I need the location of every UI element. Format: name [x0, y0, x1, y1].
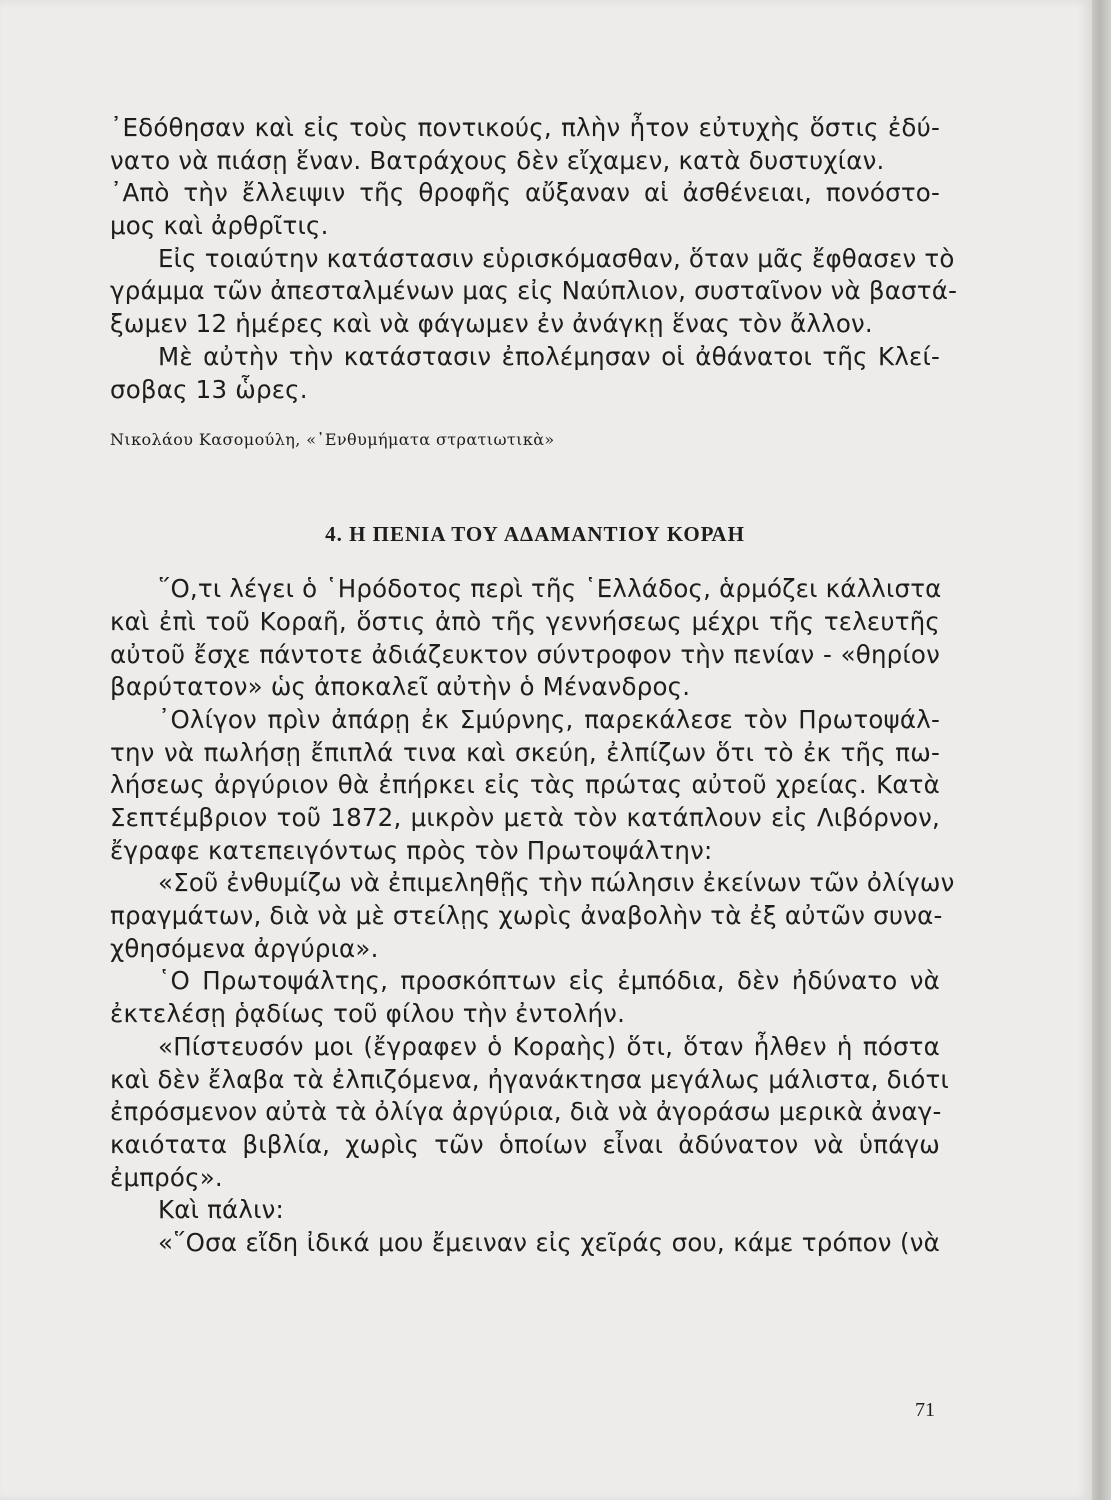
page-number: 71 [915, 1399, 935, 1421]
text-line: βαρύτατον» ὡς ἀποκαλεῖ αὐτὴν ὁ Μένανδρος. [110, 672, 691, 702]
text-line: «῞Οσα εἴδη ἰδικά μου ἔμειναν εἰς χεῖράς σου, κάμε τρόπον (νὰ [158, 1227, 940, 1257]
text-line: ᾿Απὸ τὴν ἔλλειψιν τῆς θροφῆς αὔξαναν αἱ ἀσθένειαι, πονόστο- [110, 178, 940, 208]
text-line: λήσεως ἀργύριον θὰ ἐπήρκει εἰς τὰς πρώτας αὐτοῦ χρείας. Κατὰ [110, 770, 940, 800]
page-text [110, 112, 958, 1260]
text-line: ἐμπρός». [110, 1162, 223, 1192]
text-line: ἐπρόσμενον αὐτὰ τὰ ὀλίγα ἀργύρια, διὰ νὰ ἀγοράσω μερικὰ ἀναγ- [110, 1097, 942, 1127]
source-citation: Νικολάου Κασομούλη, «᾿Ενθυμήματα στρατιωτικὰ» [110, 430, 555, 450]
text-line: πραγμάτων, διὰ νὰ μὲ στείλῃς χωρὶς ἀναβολὴν τὰ ἐξ αὐτῶν συνα- [110, 901, 943, 931]
text-line: Καὶ πάλιν: [158, 1195, 284, 1225]
text-line: ᾿Εδόθησαν καὶ εἰς τοὺς ποντικούς, πλὴν ἦτον εὐτυχὴς ὅστις ἐδύ- [110, 113, 940, 142]
text-line: καὶ δὲν ἔλαβα τὰ ἐλπιζόμενα, ἠγανάκτησα μεγάλως μάλιστα, διότι [110, 1064, 949, 1094]
text-line: ξωμεν 12 ἡμέρες καὶ νὰ φάγωμεν ἐν ἀνάγκῃ ἕνας τὸν ἄλλον. [110, 309, 873, 339]
text-line: αὐτοῦ ἔσχε πάντοτε ἀδιάζευκτον σύντροφον τὴν πενίαν - «θηρίον [110, 639, 940, 669]
text-line: ἔγραφε κατεπειγόντως πρὸς τὸν Πρωτοψάλτην: [110, 835, 713, 865]
text-line: ῞Ο,τι λέγει ὁ ῾Ηρόδοτος περὶ τῆς ῾Ελλάδος, ἁρμόζει κάλλιστα [158, 574, 942, 604]
section-title: 4. Η ΠΕΝΙΑ ΤΟΥ ΑΔΑΜΑΝΤΙΟΥ ΚΟΡΑΗ [325, 522, 745, 547]
text-line: Εἰς τοιαύτην κατάστασιν εὑρισκόμασθαν, ὅταν μᾶς ἔφθασεν τὸ [158, 243, 955, 273]
text-line: γράμμα τῶν ἀπεσταλμένων μας εἰς Ναύπλιον, συσταῖνον νὰ βαστά- [110, 276, 958, 306]
text-line: μος καὶ ἀρθρῖτις. [110, 211, 329, 241]
text-line: Σεπτέμβριον τοῦ 1872, μικρὸν μετὰ τὸν κατάπλουν εἰς Λιβόρνον, [110, 803, 940, 832]
text-line: ῾Ο Πρωτοψάλτης, προσκόπτων εἰς ἐμπόδια, δὲν ἠδύνατο νὰ [158, 966, 940, 996]
text-line: σοβας 13 ὧρες. [110, 374, 308, 404]
text-line: ἐκτελέσῃ ῥᾳδίως τοῦ φίλου τὴν ἐντολήν. [110, 999, 626, 1029]
page-edge [1092, 0, 1111, 1500]
text-line: νατο νὰ πιάσῃ ἕναν. Βατράχους δὲν εἴχαμεν, κατὰ δυστυχίαν. [110, 145, 885, 175]
text-line: χθησόμενα ἀργύρια». [110, 933, 379, 963]
text-line: καιότατα βιβλία, χωρὶς τῶν ὁποίων εἶναι ἀδύνατον νὰ ὑπάγω [110, 1129, 940, 1159]
text-line: ᾿Ολίγον πρὶν ἀπάρῃ ἐκ Σμύρνης, παρεκάλεσε τὸν Πρωτοψάλ- [158, 704, 940, 734]
text-line: «Σοῦ ἐνθυμίζω νὰ ἐπιμεληθῇς τὴν πώλησιν ἐκείνων τῶν ὀλίγων [158, 868, 955, 898]
text-line: καὶ ἐπὶ τοῦ Κοραῆ, ὅστις ἀπὸ τῆς γεννήσεως μέχρι τῆς τελευτῆς [110, 606, 940, 636]
text-line: Μὲ αὐτὴν τὴν κατάστασιν ἐπολέμησαν οἱ ἀθάνατοι τῆς Κλεί- [158, 341, 940, 371]
text-line: την νὰ πωλήσῃ ἔπιπλά τινα καὶ σκεύη, ἐλπίζων ὅτι τὸ ἐκ τῆς πω- [110, 737, 940, 767]
text-line: «Πίστευσόν μοι (ἔγραφεν ὁ Κοραὴς) ὅτι, ὅταν ἦλθεν ἡ πόστα [158, 1031, 940, 1061]
